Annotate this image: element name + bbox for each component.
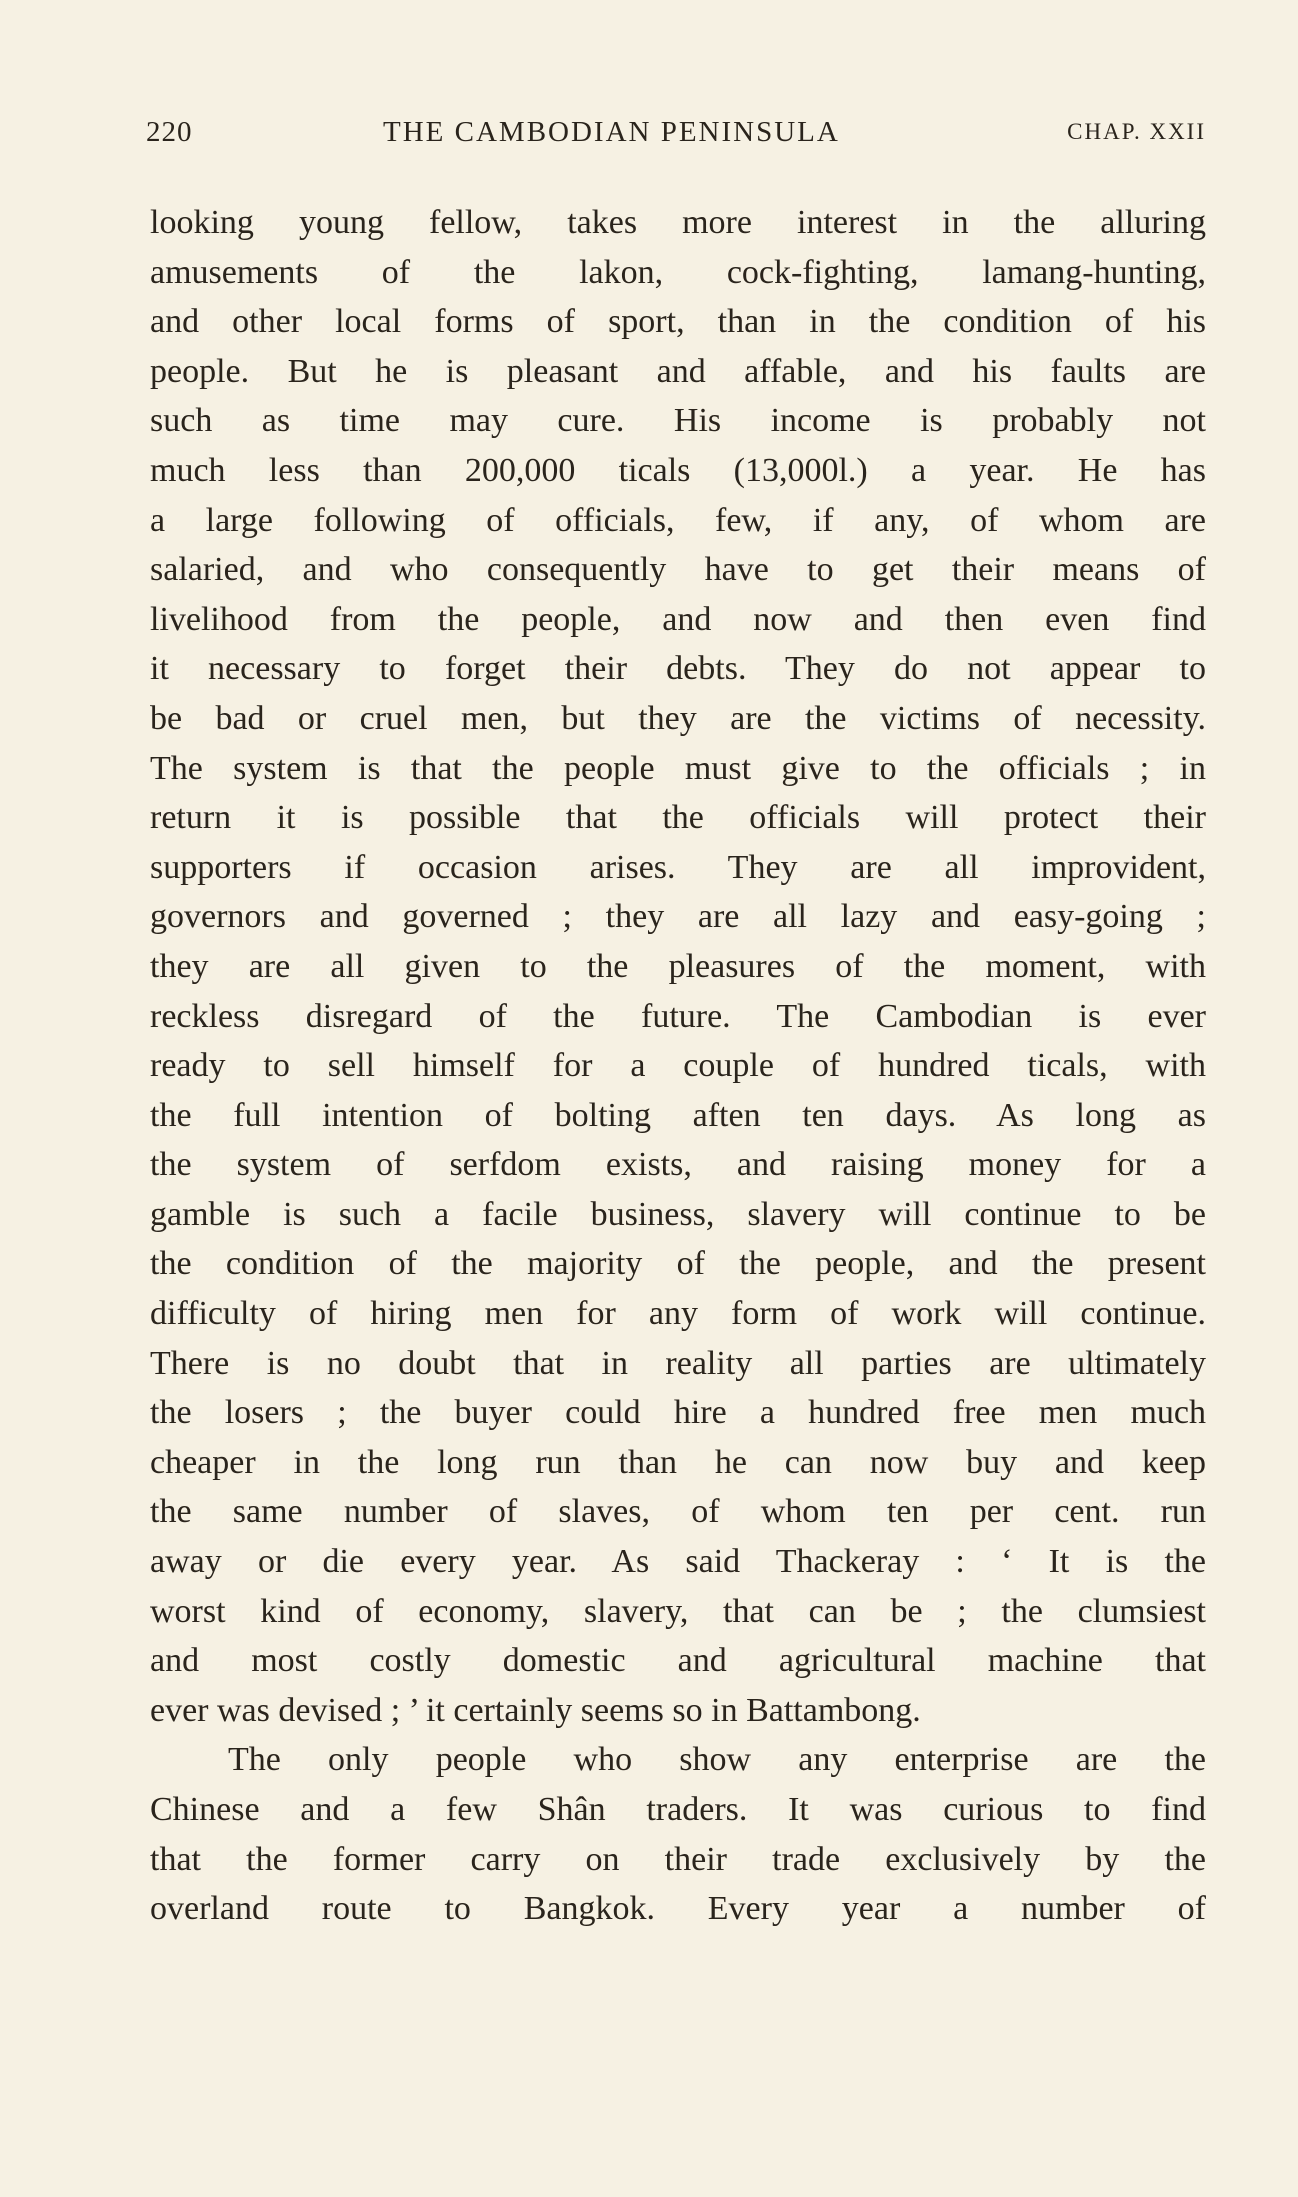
text-line: people. But he is pleasant and affable, and his faults are bbox=[150, 352, 1206, 390]
text-line: ready to sell himself for a couple of hundred ticals, with bbox=[150, 1047, 1206, 1085]
text-line: looking young fellow, takes more interest in the alluring bbox=[150, 204, 1206, 241]
text-line: and most costly domestic and agricultural machine that bbox=[150, 1642, 1206, 1680]
text-line: it necessary to forget their debts. They do not appear to bbox=[150, 650, 1206, 688]
text-line: The system is that the people must give to the officials ; in bbox=[150, 749, 1206, 787]
text-line: worst kind of economy, slavery, that can be ; the clumsiest bbox=[150, 1592, 1206, 1630]
text-line: and other local forms of sport, than in the condition of his bbox=[150, 303, 1206, 341]
text-line: overland route to Bangkok. Every year a number of bbox=[150, 1890, 1206, 1928]
chapter-label: CHAP. XXII bbox=[1067, 119, 1206, 144]
text-line: the system of serfdom exists, and raising money for a bbox=[150, 1146, 1206, 1184]
text-line: supporters if occasion arises. They are all improvident, bbox=[150, 848, 1206, 886]
text-line: amusements of the lakon, cock-fighting, lamang-hunting, bbox=[150, 253, 1206, 291]
text-line: difficulty of hiring men for any form of work will continue. bbox=[150, 1295, 1206, 1333]
text-line: they are all given to the pleasures of the moment, with bbox=[150, 947, 1206, 985]
text-line: the same number of slaves, of whom ten per cent. run bbox=[150, 1493, 1206, 1531]
text-line: such as time may cure. His income is probably not bbox=[150, 402, 1206, 440]
text-line: be bad or cruel men, but they are the victims of necessity. bbox=[150, 699, 1206, 737]
text-line: Chinese and a few Shân traders. It was curious to find bbox=[150, 1791, 1206, 1828]
text-line: the condition of the majority of the people, and the present bbox=[150, 1245, 1206, 1283]
text-line: cheaper in the long run than he can now buy and keep bbox=[150, 1443, 1206, 1481]
page-number: 220 bbox=[146, 116, 193, 148]
text-line: away or die every year. As said Thackeray : ‘ It is the bbox=[150, 1543, 1206, 1581]
text-line: that the former carry on their trade exclusively by the bbox=[150, 1840, 1206, 1878]
text-line: reckless disregard of the future. The Cambodian is ever bbox=[150, 997, 1206, 1035]
text-line: The only people who show any enterprise are the bbox=[228, 1741, 1206, 1779]
text-line: return it is possible that the officials will protect their bbox=[150, 799, 1206, 837]
page-header bbox=[146, 116, 1206, 160]
text-line: the full intention of bolting aften ten days. As long as bbox=[150, 1096, 1206, 1134]
body-text bbox=[150, 198, 1206, 1934]
text-line: governors and governed ; they are all lazy and easy-going ; bbox=[150, 898, 1206, 936]
text-line: livelihood from the people, and now and then even find bbox=[150, 600, 1206, 638]
text-line: gamble is such a facile business, slavery will continue to be bbox=[150, 1195, 1206, 1233]
running-title: THE CAMBODIAN PENINSULA bbox=[383, 116, 840, 148]
text-line: much less than 200,000 ticals (13,000l.) a year. He has bbox=[150, 451, 1206, 489]
text-line: ever was devised ; ’ it certainly seems so in Battambong. bbox=[150, 1691, 921, 1729]
text-line: salaried, and who consequently have to get their means of bbox=[150, 551, 1206, 589]
text-line: a large following of officials, few, if any, of whom are bbox=[150, 501, 1206, 539]
text-line: the losers ; the buyer could hire a hundred free men much bbox=[150, 1394, 1206, 1432]
text-line: There is no doubt that in reality all parties are ultimately bbox=[150, 1344, 1206, 1382]
